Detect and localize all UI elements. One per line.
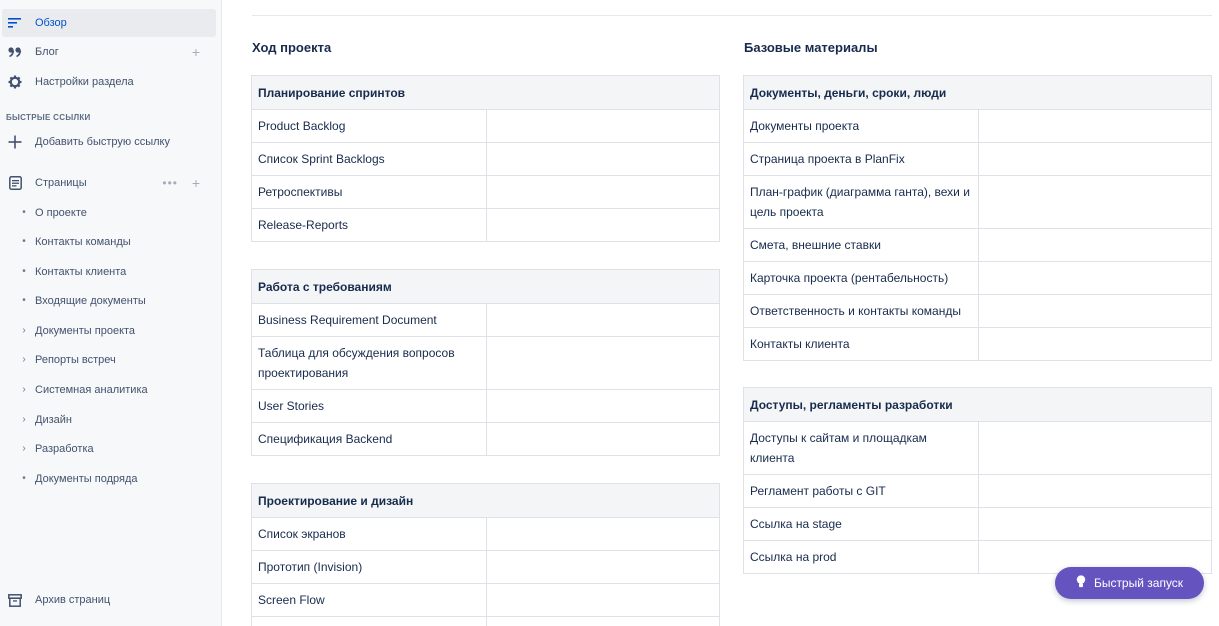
table-cell-empty — [487, 209, 720, 242]
table-cell-link[interactable]: Регламент работы с GIT — [744, 475, 979, 508]
document-icon — [7, 175, 23, 191]
table-cell-link[interactable]: Список экранов — [252, 518, 487, 551]
table-row — [252, 390, 720, 423]
table-cell-empty — [979, 295, 1212, 328]
table-row — [252, 423, 720, 456]
table-row — [252, 304, 720, 337]
bullet-icon: • — [22, 236, 26, 247]
table-row — [744, 110, 1212, 143]
add-blog-post-icon[interactable]: + — [191, 44, 200, 60]
chevron-right-icon[interactable]: › — [22, 354, 26, 365]
chevron-right-icon[interactable]: › — [22, 443, 26, 454]
table-header: Работа с требованиям — [252, 270, 720, 304]
table-cell-empty — [979, 176, 1212, 229]
table-row — [252, 518, 720, 551]
table-cell-empty — [487, 337, 720, 390]
table-row — [252, 143, 720, 176]
table-cell-link[interactable]: Ссылка на stage — [744, 508, 979, 541]
table-cell-link[interactable]: Страница проекта в PlanFix — [744, 143, 979, 176]
table-cell-link[interactable]: Screen Flow — [252, 584, 487, 617]
table-row — [252, 617, 720, 626]
table-cell-empty — [979, 475, 1212, 508]
page-tree-item[interactable] — [0, 349, 222, 371]
table-row — [744, 262, 1212, 295]
table-cell-empty — [487, 143, 720, 176]
table-cell-empty — [487, 518, 720, 551]
table-row — [252, 110, 720, 143]
table-row — [744, 422, 1212, 475]
chevron-right-icon[interactable]: › — [22, 384, 26, 395]
sidebar-item-pages[interactable] — [0, 169, 222, 197]
table-header: Документы, деньги, сроки, люди — [744, 76, 1212, 110]
table-cell-link[interactable]: Контакты клиента — [744, 328, 979, 361]
table-cell-link[interactable]: Release-Reports — [252, 209, 487, 242]
page-tree-label: Системная аналитика — [35, 384, 148, 396]
table-cell-empty — [979, 328, 1212, 361]
table-cell-link[interactable]: Список Sprint Backlogs — [252, 143, 487, 176]
table-row — [744, 295, 1212, 328]
table-cell-empty — [487, 423, 720, 456]
table-row — [252, 337, 720, 390]
table-cell-link[interactable]: Таблица для обсуждения вопросов проектирования — [252, 337, 487, 390]
table-row — [744, 176, 1212, 229]
quick-launch-button[interactable] — [1055, 567, 1204, 599]
left-column-title: Ход проекта — [252, 40, 332, 55]
overview-lines-icon — [7, 15, 23, 31]
table-cell-link[interactable]: Смета, внешние ставки — [744, 229, 979, 262]
table-header: Проектирование и дизайн — [252, 484, 720, 518]
sidebar-item-archive[interactable] — [0, 586, 222, 614]
page-tree-label: Разработка — [35, 443, 94, 455]
table-cell-empty — [487, 584, 720, 617]
table-cell-empty — [979, 422, 1212, 475]
sprint-planning-table — [251, 75, 720, 242]
table-row — [744, 328, 1212, 361]
divider — [252, 15, 1212, 16]
page-tree-item[interactable] — [0, 468, 222, 490]
sidebar-item-label: Страницы — [35, 177, 87, 189]
table-row — [252, 551, 720, 584]
page-tree-item[interactable] — [0, 438, 222, 460]
more-options-icon[interactable]: ••• — [162, 176, 178, 190]
add-quick-link-button[interactable] — [0, 128, 222, 156]
bullet-icon: • — [22, 266, 26, 277]
gear-icon — [7, 74, 23, 90]
chevron-right-icon[interactable]: › — [22, 325, 26, 336]
table-cell-link[interactable]: Ретроспективы — [252, 176, 487, 209]
table-cell-empty — [487, 304, 720, 337]
table-cell-empty — [487, 390, 720, 423]
table-cell-empty — [979, 110, 1212, 143]
quick-links-heading: БЫСТРЫЕ ССЫЛКИ — [6, 113, 91, 122]
table-row — [252, 584, 720, 617]
right-column-title: Базовые материалы — [744, 40, 878, 55]
plus-icon — [7, 134, 23, 150]
bullet-icon: • — [22, 207, 26, 218]
table-row — [744, 143, 1212, 176]
table-cell-link[interactable]: Прототип (Invision) — [252, 551, 487, 584]
sidebar-item-label: Настройки раздела — [35, 76, 134, 88]
page-content — [223, 0, 1219, 626]
documents-money-table — [743, 75, 1212, 361]
page-tree-label: Документы проекта — [35, 325, 136, 337]
table-cell-link[interactable]: Спецификация Backend — [252, 423, 487, 456]
table-cell-empty — [979, 143, 1212, 176]
page-tree-item[interactable] — [0, 290, 222, 312]
quick-launch-label: Быстрый запуск — [1093, 576, 1184, 590]
sidebar — [0, 0, 222, 626]
lightbulb-icon — [1076, 575, 1086, 591]
table-row — [744, 229, 1212, 262]
sidebar-item-label: Обзор — [35, 17, 67, 29]
table-cell-empty — [487, 617, 720, 626]
table-header: Планирование спринтов — [252, 76, 720, 110]
table-cell-empty — [979, 508, 1212, 541]
sidebar-item-label: Блог — [35, 46, 59, 58]
access-rules-table — [743, 387, 1212, 574]
add-page-icon[interactable]: + — [191, 175, 200, 191]
table-cell-link[interactable]: Ответственность и контакты команды — [744, 295, 979, 328]
page-tree-item[interactable] — [0, 231, 222, 253]
table-cell-link[interactable]: Документы проекта — [744, 110, 979, 143]
page-tree-item[interactable] — [0, 379, 222, 401]
table-row — [744, 508, 1212, 541]
table-cell-link[interactable]: User Stories — [252, 390, 487, 423]
table-row — [252, 176, 720, 209]
page-tree-label: Дизайн — [35, 414, 72, 426]
requirements-table — [251, 269, 720, 456]
chevron-right-icon[interactable]: › — [22, 414, 26, 425]
table-cell-empty — [979, 229, 1212, 262]
page-tree-item[interactable] — [0, 261, 222, 283]
table-row — [252, 209, 720, 242]
table-cell-link[interactable]: Ссылка на prod — [744, 541, 979, 574]
sidebar-item-label: Архив страниц — [35, 594, 111, 606]
table-cell-empty — [487, 176, 720, 209]
table-cell-link[interactable]: Карточка проекта (рентабельность) — [744, 262, 979, 295]
page-tree-label: Репорты встреч — [35, 354, 116, 366]
table-cell-empty — [487, 110, 720, 143]
table-cell-empty — [487, 551, 720, 584]
page-tree-label: О проекте — [35, 207, 87, 219]
archive-box-icon — [7, 592, 23, 608]
page-tree-label: Контакты клиента — [35, 266, 127, 278]
sidebar-item-label: Добавить быструю ссылку — [35, 136, 170, 148]
quote-icon — [7, 44, 23, 60]
bullet-icon: • — [22, 295, 26, 306]
design-table — [251, 483, 720, 626]
table-cell-link[interactable]: Business Requirement Document — [252, 304, 487, 337]
table-cell-link[interactable] — [252, 617, 487, 626]
page-tree-label: Входящие документы — [35, 295, 146, 307]
page-tree-label: Контакты команды — [35, 236, 131, 248]
sidebar-item-space-settings[interactable] — [0, 68, 222, 96]
table-cell-empty — [979, 262, 1212, 295]
table-cell-link[interactable]: План-график (диаграмма ганта), вехи и цель проекта — [744, 176, 979, 229]
table-cell-link[interactable]: Product Backlog — [252, 110, 487, 143]
page-tree-item[interactable] — [0, 202, 222, 224]
page-tree-label: Документы подряда — [35, 473, 138, 485]
page-tree-item[interactable] — [0, 409, 222, 431]
table-header: Доступы, регламенты разработки — [744, 388, 1212, 422]
table-row — [744, 475, 1212, 508]
bullet-icon: • — [22, 473, 26, 484]
sidebar-item-overview[interactable] — [2, 9, 216, 37]
sidebar-item-blog[interactable] — [0, 38, 222, 66]
page-tree-item[interactable] — [0, 320, 222, 342]
table-cell-link[interactable]: Доступы к сайтам и площадкам клиента — [744, 422, 979, 475]
